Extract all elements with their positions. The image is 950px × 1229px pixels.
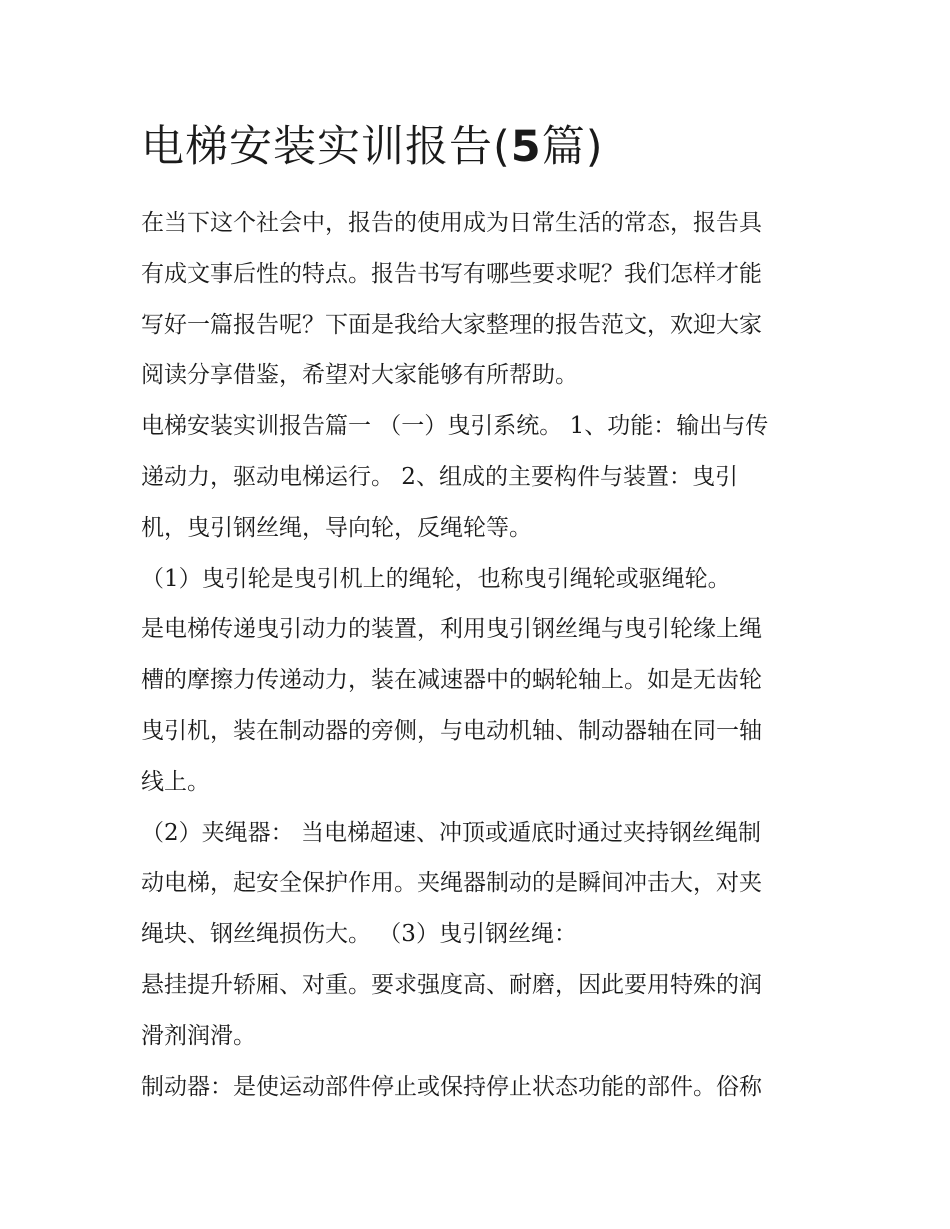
body-line: 在当下这个社会中，报告的使用成为日常生活的常态，报告具 (141, 210, 762, 236)
body-line: 槽的摩擦力传递动力，装在减速器中的蜗轮轴上。如是无齿轮 (141, 667, 762, 694)
body-line: 机，曳引钢丝绳，导向轮，反绳轮等。 (141, 514, 532, 541)
body-line: 曳引机，装在制动器的旁侧，与电动机轴、制动器轴在同一轴 (141, 717, 762, 744)
body-line: 阅读分享借鉴，希望对大家能够有所帮助。 (141, 362, 578, 389)
title-number: 5 (510, 122, 542, 172)
body-line: 滑剂润滑。 (141, 1022, 256, 1049)
body-line: （2）夹绳器： 当电梯超速、冲顶或遁底时通过夹持钢丝绳制 (141, 819, 761, 846)
title-prefix: 电梯安装实训报告( (141, 122, 511, 172)
body-line: 制动器：是使运动部件停止或保持停止状态功能的部件。俗称 (141, 1073, 762, 1100)
body-line: 写好一篇报告呢？下面是我给大家整理的报告范文，欢迎大家 (141, 311, 762, 338)
body-line: 有成文事后性的特点。报告书写有哪些要求呢？我们怎样才能 (141, 260, 762, 287)
body-line: 绳块、钢丝绳损伤大。 （3）曳引钢丝绳： (141, 921, 577, 948)
body-line: （1）曳引轮是曳引机上的绳轮，也称曳引绳轮或驱绳轮。 (141, 565, 731, 592)
body-line: 电梯安装实训报告篇一 （一）曳引系统。 1、功能：输出与传 (141, 413, 769, 440)
document-body (141, 198, 821, 1112)
body-line: 是电梯传递曳引动力的装置，利用曳引钢丝绳与曳引轮缘上绳 (141, 616, 762, 643)
body-line: 动电梯，起安全保护作用。夹绳器制动的是瞬间冲击大，对夹 (141, 870, 762, 897)
body-line: 递动力，驱动电梯运行。 2、组成的主要构件与装置：曳引 (141, 463, 738, 490)
document-title (141, 114, 603, 180)
body-line: 线上。 (141, 768, 210, 795)
body-line: 悬挂提升轿厢、对重。要求强度高、耐磨，因此要用特殊的润 (141, 971, 762, 998)
title-suffix: 篇) (541, 122, 604, 172)
